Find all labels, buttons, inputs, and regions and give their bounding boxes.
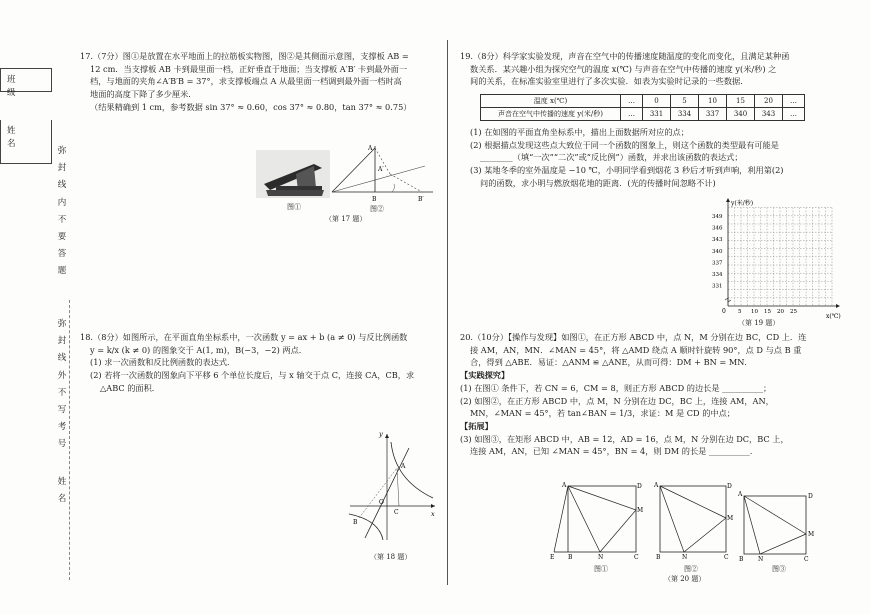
seal-char: 封 — [57, 163, 67, 174]
q20-caption: （第 20 题） — [664, 575, 706, 583]
fig17-1-label: 图① — [287, 203, 301, 211]
q19-part: (1) 在如图的平面直角坐标系中，描出上面数据所对应的点； — [470, 127, 689, 137]
fig17-diagram — [330, 140, 435, 210]
pt-N: N — [682, 554, 688, 561]
pt-B: B — [656, 554, 661, 561]
y-tick-label: 334 — [712, 272, 723, 278]
q18-line: y = k/x (k ≠ 0) 的图象交于 A(1, m)，B(−3，−2) 两点． — [90, 344, 307, 355]
q20-line: 合，得到 △ABE．易证：△ANM ≌ △ANE，从而可得：DM + BN = MN． — [470, 357, 753, 368]
table-cell: 20 — [755, 95, 783, 108]
x-tick-label: 20 — [777, 309, 784, 315]
x-arrow — [836, 304, 840, 308]
pt-D: D — [637, 483, 642, 490]
q20-extend: 连接 AM，AN，已知 ∠MAN = 45°，BN = 4，则 DM 的长是 __________． — [470, 446, 759, 457]
q19-part: 问的函数，求小明与燃放烟花地的距离．(光的传播时间忽略不计) — [480, 177, 716, 188]
pt-C: C — [724, 554, 729, 561]
pt-A: A — [562, 482, 567, 489]
q20-line: 20.（10分）【操作与发现】如图①，在正方形 ABCD 中，点 N，M 分别在边 BC，CD 上．连 — [460, 332, 807, 342]
seal-char: 不 — [57, 387, 67, 398]
q19-caption: （第 19 题） — [738, 319, 780, 327]
stretch-board-photo — [256, 150, 330, 198]
y-arrow — [726, 198, 730, 202]
y-tick-label: 349 — [712, 214, 723, 220]
q19-parts — [470, 126, 783, 190]
table-cell: … — [621, 108, 643, 121]
chart-xlabel: x(℃) — [826, 313, 841, 320]
seal-char: 封 — [57, 336, 67, 347]
q18-line: (2) 若将一次函数的图象向下平移 6 个单位长度后，与 x 轴交于点 C，连接 CA，CB，求 — [90, 370, 415, 381]
chart-axes — [725, 198, 840, 308]
extend-title: 【拓展】 — [460, 420, 493, 431]
seal-char: 外 — [57, 370, 67, 381]
seal-char: 写 — [57, 405, 67, 416]
fig20-2 — [652, 480, 732, 564]
table-cell: 10 — [699, 95, 727, 108]
name-char: 名 — [57, 494, 67, 505]
q20-explore: (2) 如图②，在正方形 ABCD 中，点 M，N 分别在边 DC，BC 上，连接 AM，AN， — [460, 395, 774, 406]
q19-table — [480, 94, 805, 121]
pt-A2: A′ — [378, 166, 384, 173]
fig20-3-label: 图③ — [772, 565, 786, 573]
class-box — [0, 68, 52, 99]
name-char: 姓 — [57, 477, 67, 487]
seal-char: 题 — [57, 266, 67, 277]
pt-C: C — [634, 554, 639, 561]
table-cell: 5 — [671, 95, 699, 108]
fig20-1-label: 图① — [594, 565, 608, 573]
q18-line: (1) 求一次函数和反比例函数的表达式． — [90, 357, 236, 368]
seal-char: 弥 — [57, 319, 67, 329]
table-row — [481, 95, 805, 108]
table-cell: … — [783, 95, 805, 108]
q20-explore: MN，∠MAN = 45°，若 tan∠BAN = 1/3，求证：M 是 CD 的中点； — [470, 408, 735, 419]
pt-M: M — [727, 515, 734, 522]
seal-line — [69, 300, 70, 580]
q18-caption: （第 18 题） — [370, 553, 412, 561]
x-tick-label: 25 — [790, 309, 797, 315]
seal-char: 考 — [57, 422, 67, 433]
q20-line: 接 AM，AN，MN．∠MAN = 45°，将 △AMD 绕点 A 顺时针旋转 90°，点 D 与点 B 重 — [470, 344, 802, 355]
table-row — [481, 108, 805, 121]
y-tick-label: 337 — [712, 260, 723, 267]
fig17-2-label: 图② — [370, 205, 384, 213]
y-tick-label: 346 — [712, 225, 723, 232]
class-label: 班 级 — [7, 75, 28, 99]
chart-grid — [728, 208, 832, 306]
y-tick-label: 340 — [712, 248, 723, 255]
y-tick-label: 331 — [712, 283, 723, 290]
q17-line: 档，与地面的夹角∠A′B′B = 37°，求支撑板端点 A 从最里面一档调到最外面一档时高 — [90, 76, 402, 87]
pt-C: C — [394, 509, 399, 516]
pt-D: D — [808, 493, 813, 500]
name-label: 姓 名 — [7, 126, 28, 150]
table-cell: … — [621, 95, 643, 108]
q20-explore: (1) 在图① 条件下，若 CN = 6，CM = 8，则正方形 ABCD 的边长是 __________； — [460, 382, 772, 393]
q19-line: 数关系．某兴趣小组为探究空气的温度 x(℃) 与声音在空气中传播的速度 y(米/秒) 之 — [470, 63, 777, 74]
pt-N: N — [598, 554, 604, 561]
pt-B2: B′ — [418, 196, 424, 203]
explore-title: 【实践探究】 — [460, 370, 510, 381]
q19-part: (3) 某地冬季的室外温度是 −10 ℃，小明同学看到烟花 3 秒后才听到声响，利用第(2) — [470, 165, 784, 176]
q19-line: 间的关系，在标准实验室里进行了多次实验．如表为实验时记录的一些数据． — [470, 76, 749, 87]
q18-line: 18.（8分）如图所示，在平面直角坐标系中，一次函数 y = ax + b (a ≠ 0) 与反比例函数 — [80, 332, 408, 342]
x-tick-label: 5 — [738, 309, 742, 315]
seal-char: 弥 — [57, 146, 67, 156]
axis-y: y — [379, 430, 383, 438]
q19-grid-chart — [698, 196, 848, 326]
axis-x: x — [431, 510, 435, 518]
pt-A: A — [368, 145, 373, 152]
q17-line: 17.（7分）图①是放置在水平地面上的拉筋板实物图，图②是其侧面示意图，支撑板 AB = — [80, 51, 409, 61]
table-cell: 0 — [643, 95, 671, 108]
question-19 — [460, 50, 789, 88]
pt-A: A — [654, 482, 659, 489]
origin-O: O — [379, 499, 384, 506]
pt-B: B — [372, 196, 377, 203]
q19-line: 19.（8分）科学家实验发现，声音在空气中的传播速度随温度的变化而变化，且满足某种函 — [460, 51, 790, 61]
seal-char: 线 — [57, 353, 67, 364]
pt-M: M — [808, 531, 815, 538]
q18-line: △ABC 的面积． — [100, 382, 160, 393]
name-box — [0, 120, 52, 164]
chart-origin: 0 — [722, 308, 726, 315]
pt-A: A — [401, 463, 406, 470]
q20-extend: (3) 如图③，在矩形 ABCD 中，AB = 12，AD = 16，点 M，N 分别在边 DC，BC 上， — [460, 433, 789, 444]
fig20-1 — [548, 480, 644, 564]
pt-B: B — [568, 554, 573, 561]
pt-B: B — [739, 556, 744, 563]
column-divider — [447, 40, 448, 585]
seal-char: 线 — [57, 180, 67, 191]
table-cell: … — [783, 108, 805, 121]
q17-line: 地面的高度下降了多少厘米． — [90, 89, 197, 100]
binding-margin — [0, 0, 72, 614]
question-18 — [80, 331, 414, 395]
pt-C: C — [804, 556, 809, 563]
table-cell: 声音在空气中传播的速度 y(米/秒) — [481, 108, 621, 121]
fig20-2-label: 图② — [684, 565, 698, 573]
q19-part: (2) 根据描点发现这些点大致位于同一个函数的图象上，则这个函数的类型最有可能是 — [470, 139, 779, 150]
table-cell: 331 — [643, 108, 671, 121]
seal-note-top — [56, 143, 68, 281]
table-cell: 343 — [755, 108, 783, 121]
fig20-3 — [736, 488, 820, 564]
seal-char: 号 — [57, 439, 67, 450]
question-20 — [460, 331, 806, 458]
seal-char: 内 — [57, 197, 67, 208]
pt-A: A — [738, 491, 743, 498]
pt-D: D — [727, 483, 732, 490]
question-17 — [80, 50, 411, 114]
q19-part: ________（填“一次”“二次”或“反比例”）函数，并求出该函数的表达式； — [480, 152, 743, 163]
table-cell: 340 — [727, 108, 755, 121]
chart-ylabel: y(米/秒) — [731, 200, 754, 207]
x-tick-label: 15 — [764, 309, 771, 315]
x-tick-label: 10 — [751, 309, 758, 315]
pt-N: N — [758, 556, 764, 563]
table-cell: 温度 x(℃) — [481, 95, 621, 108]
q17-line: 12 cm．当支撑板 AB 卡到最里面一档，正好垂直于地面；当支撑板 A′B′ 卡到最外面一 — [90, 63, 408, 74]
q17-caption: （第 17 题） — [325, 215, 367, 223]
table-cell: 337 — [699, 108, 727, 121]
name-vertical — [56, 474, 68, 508]
q17-line: （结果精确到 1 cm，参考数据 sin 37° ≈ 0.60，cos 37° ≈ 0.80，tan 37° ≈ 0.75） — [90, 101, 412, 112]
fig18-graph — [345, 428, 440, 546]
pt-E: E — [550, 554, 555, 561]
y-break — [725, 298, 731, 302]
table-cell: 15 — [727, 95, 755, 108]
seal-char: 要 — [57, 232, 67, 243]
pt-M: M — [637, 507, 644, 514]
seal-char: 不 — [57, 214, 67, 225]
seal-note-bottom — [56, 316, 68, 454]
y-tick-label: 343 — [712, 237, 723, 244]
table-cell: 334 — [671, 108, 699, 121]
pt-B: B — [353, 519, 358, 526]
seal-char: 答 — [57, 249, 67, 260]
